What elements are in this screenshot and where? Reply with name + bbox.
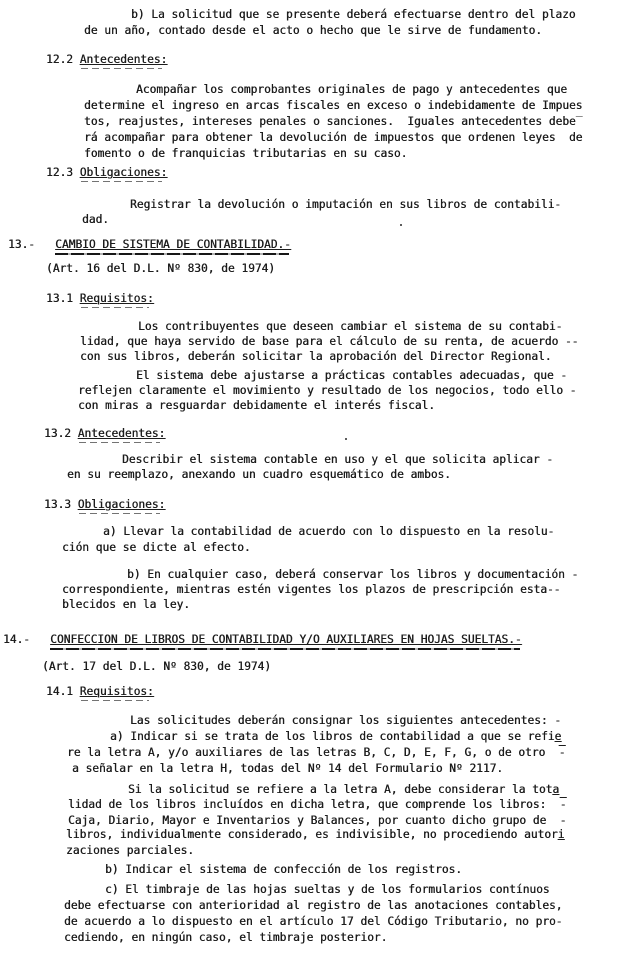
text-segment: ‾ xyxy=(575,115,583,128)
text-segment: fomento o de franquicias tributarias en su caso. xyxy=(84,147,408,160)
paragraph-line xyxy=(62,598,190,611)
paragraph-line xyxy=(136,369,567,382)
paragraph-line xyxy=(130,714,561,727)
text-segment: de acuerdo a lo dispuesto en el artículo 17 del Código Tributario, no pro- xyxy=(64,915,563,928)
paragraph-line xyxy=(136,83,567,96)
paragraph-line xyxy=(138,320,562,333)
text-segment: 13.3 xyxy=(44,498,78,511)
section-heading-13 xyxy=(8,238,291,251)
subsection-label-13-1 xyxy=(46,292,154,305)
text-segment: dad. xyxy=(82,213,109,226)
subsection-label-13-2 xyxy=(44,427,165,440)
text-segment: en su reemplazo, anexando un cuadro esquemático de ambos. xyxy=(67,468,451,481)
subsection-label-12-3 xyxy=(46,166,167,179)
text-segment: ción que se dicte al efecto. xyxy=(62,541,251,554)
paragraph-line xyxy=(84,131,582,144)
label-underlined-text: Obligaciones: xyxy=(79,166,168,179)
paragraph-line xyxy=(80,350,551,363)
paragraph-line xyxy=(64,899,562,912)
article-reference xyxy=(46,262,275,275)
paragraph-line xyxy=(66,828,564,841)
paragraph-line xyxy=(78,399,435,412)
text-segment: a señalar en la letra H, todas del Nº 14 del Formulario Nº 2117. xyxy=(72,762,504,775)
continuation-underlined-letter: a xyxy=(552,783,560,796)
paragraph-line xyxy=(66,844,194,857)
text-segment: c) El timbraje de las hojas sueltas y de los formularios contínuos xyxy=(105,883,550,896)
paragraph-line xyxy=(84,147,407,160)
paragraph-line xyxy=(110,730,561,743)
heading-underlined-text: CAMBIO DE SISTEMA DE CONTABILIDAD.- xyxy=(55,238,291,251)
paragraph-line xyxy=(131,8,576,21)
paragraph-line xyxy=(84,24,542,37)
text-segment: El sistema debe ajustarse a prácticas contables adecuadas, que - xyxy=(136,369,568,382)
text-segment: re la letra A, y/o auxiliares de las letras B, C, D, E, F, G, o de otro xyxy=(67,746,559,759)
text-segment: con miras a resguardar debidamente el interés fiscal. xyxy=(78,399,435,412)
text-segment: Acompañar los comprobantes originales de pago y antecedentes que xyxy=(136,83,568,96)
text-segment: a) Llevar la contabilidad de acuerdo con lo dispuesto en la resolu- xyxy=(103,525,555,538)
text-segment: blecidos en la ley. xyxy=(62,598,190,611)
text-segment: debe efectuarse con anterioridad al registro de las anotaciones contables, xyxy=(64,899,563,912)
text-segment: b) Indicar el sistema de confección de los registros. xyxy=(105,863,462,876)
label-underlined-text: Requisitos: xyxy=(79,292,154,305)
text-segment: 13.1 xyxy=(46,292,80,305)
paragraph-line xyxy=(128,783,559,796)
text-segment: Si la solicitud se refiere a la letra A, debe considerar la tot xyxy=(128,783,553,796)
paragraph-line xyxy=(84,99,582,112)
text-segment: Las solicitudes deberán consignar los siguientes antecedentes: - xyxy=(130,714,562,727)
text-segment: determine el ingreso en arcas fiscales en exceso o indebidamente de Impues xyxy=(84,99,583,112)
subsection-label-12-2 xyxy=(46,53,167,66)
text-segment: Registrar la devolución o imputación en sus libros de contabili- xyxy=(130,198,562,211)
paragraph-line xyxy=(103,525,554,538)
paragraph-line xyxy=(84,115,582,128)
text-segment: 14.- xyxy=(3,633,51,646)
text-segment: (Art. 17 del D.L. Nº 830, de 1974) xyxy=(42,660,272,673)
text-segment: 14.1 xyxy=(46,685,80,698)
text-segment: (Art. 16 del D.L. Nº 830, de 1974) xyxy=(46,262,276,275)
paragraph-line xyxy=(62,541,251,554)
text-segment: lidad de los libros incluídos en dicha letra, que comprende los libros: xyxy=(68,798,560,811)
label-underlined-text: Requisitos: xyxy=(79,685,154,698)
scan-speck xyxy=(400,224,402,226)
continuation-underlined-letter: i xyxy=(557,828,565,841)
paragraph-line xyxy=(68,814,566,827)
paragraph-line xyxy=(62,583,560,596)
subsection-label-13-3 xyxy=(44,498,165,511)
paragraph-line xyxy=(68,798,566,811)
paragraph-line xyxy=(80,335,578,348)
section-heading-14 xyxy=(3,633,522,646)
paragraph-line xyxy=(64,915,562,928)
continuation-overline-mark: - xyxy=(558,746,566,759)
text-segment: Los contribuyentes que deseen cambiar el sistema de su contabi- xyxy=(138,320,563,333)
text-segment: cediendo, en ningún caso, el timbraje posterior. xyxy=(64,931,388,944)
text-segment: reflejen claramente el movimiento y resultado de los negocios, todo ello - xyxy=(78,384,577,397)
text-segment: 12.3 xyxy=(46,166,80,179)
paragraph-line xyxy=(122,453,553,466)
paragraph-line xyxy=(82,213,109,226)
text-segment: 12.2 xyxy=(46,53,80,66)
label-underlined-text: Obligaciones: xyxy=(77,498,166,511)
paragraph-line xyxy=(105,883,550,896)
scan-speck xyxy=(345,438,347,440)
label-underlined-text: Antecedentes: xyxy=(77,427,166,440)
text-segment: lidad, que haya servido de base para el cálculo de su renta, de acuerdo -- xyxy=(80,335,579,348)
subsection-label-14-1 xyxy=(46,685,154,698)
text-segment: 13.- xyxy=(8,238,56,251)
text-segment: zaciones parciales. xyxy=(66,844,194,857)
text-segment: rá acompañar para obtener la devolución de impuestos que ordenen leyes de xyxy=(84,131,583,144)
text-segment: b) La solicitud que se presente deberá efectuarse dentro del plazo xyxy=(131,8,576,21)
text-segment: Caja, Diario, Mayor e Inventarios y Balances, por cuanto dicho grupo de - xyxy=(68,814,567,827)
paragraph-line xyxy=(72,762,503,775)
text-segment: correspondiente, mientras estén vigentes los plazos de prescripción esta-- xyxy=(62,583,561,596)
paragraph-line xyxy=(130,198,561,211)
text-segment: libros, individualmente considerado, es indivisible, no procediendo autor xyxy=(66,828,558,841)
heading-underlined-text: CONFECCION DE LIBROS DE CONTABILIDAD Y/O AUXILIARES EN HOJAS SUELTAS.- xyxy=(50,633,522,646)
paragraph-line xyxy=(127,568,578,581)
text-segment: con sus libros, deberán solicitar la aprobación del Director Regional. xyxy=(80,350,552,363)
paragraph-line xyxy=(105,863,462,876)
text-segment: Describir el sistema contable en uso y el que solicita aplicar - xyxy=(122,453,554,466)
continuation-overline-mark: - xyxy=(559,798,567,811)
article-reference xyxy=(42,660,271,673)
paragraph-line xyxy=(67,468,451,481)
text-segment: b) En cualquier caso, deberá conservar los libros y documentación - xyxy=(127,568,579,581)
text-segment: a) Indicar si se trata de los libros de contabilidad a que se refi xyxy=(110,730,555,743)
text-segment: tos, reajustes, intereses penales o sanciones. Iguales antecedentes debe xyxy=(84,115,576,128)
text-segment: 13.2 xyxy=(44,427,78,440)
paragraph-line xyxy=(67,746,565,759)
text-segment: de un año, contado desde el acto o hecho que le sirve de fundamento. xyxy=(84,24,543,37)
label-underlined-text: Antecedentes: xyxy=(79,53,168,66)
continuation-underlined-letter: e xyxy=(554,730,562,743)
paragraph-line xyxy=(64,931,387,944)
paragraph-line xyxy=(78,384,576,397)
